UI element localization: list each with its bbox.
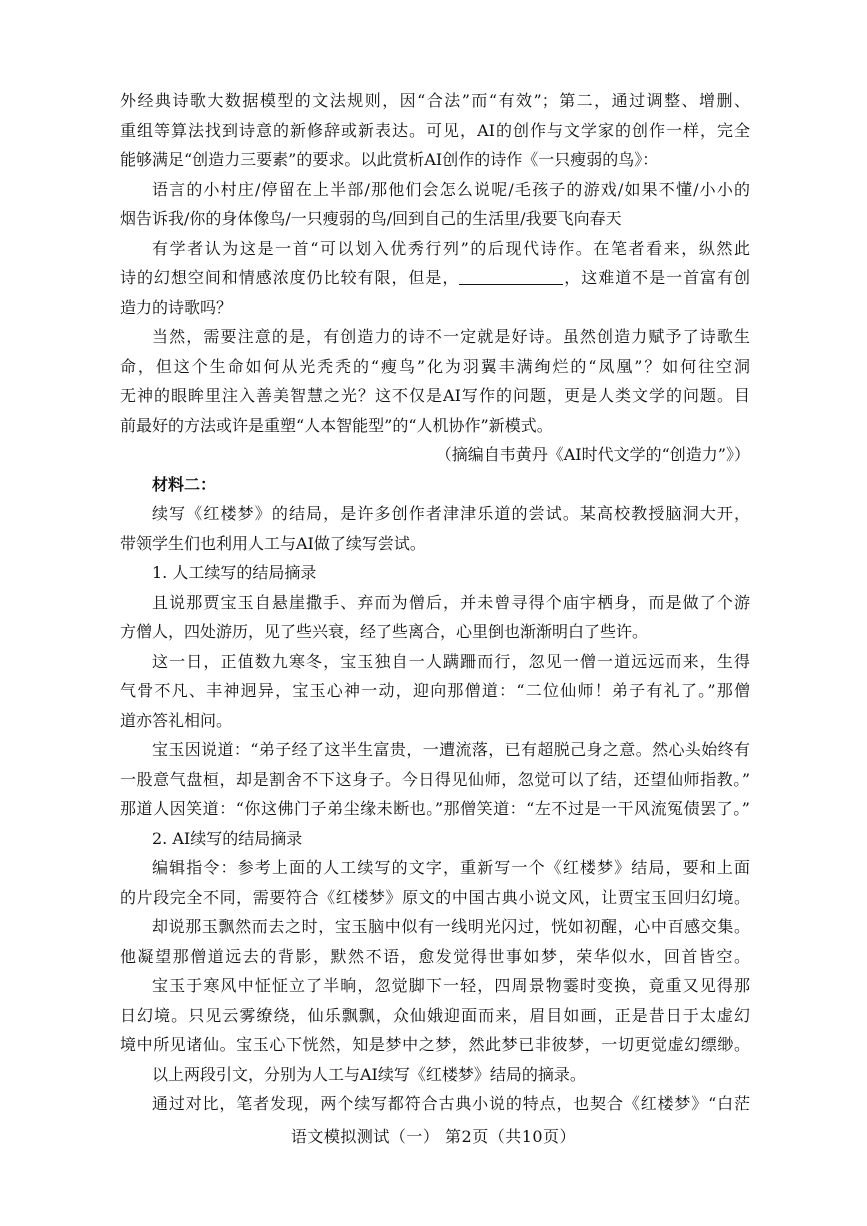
text-line: 命，但这个生命如何从光秃秃的“瘦鸟”化为羽翼丰满绚烂的“凤凰”？如何往空洞: [120, 356, 750, 376]
text-line: 有学者认为这是一首“可以划入优秀行列”的后现代诗作。在笔者看来，纵然此: [152, 238, 750, 258]
text-line: 宝玉因说道：“弟子经了这半生富贵，一遭流落，已有超脱己身之意。然心头始终有: [152, 740, 750, 759]
text-line: 那道人因笑道：“你这佛门子弟尘缘未断也。”那僧笑道：“左不过是一干风流冤债罢了。”: [120, 799, 750, 818]
page-footer: 语文模拟测试（一） 第2页（共10页）: [290, 1127, 577, 1146]
subsection-heading: 1. 人工续写的结局摘录: [152, 563, 317, 582]
text-line: 方僧人，四处游历，见了些兴衰，经了些离合，心里倒也渐渐明白了些许。: [120, 622, 649, 641]
text-line: 日幻境。只见云雾缭绕，仙乐飘飘，众仙娥迎面而来，眉目如画，正是昔日于太虚幻: [120, 1005, 750, 1025]
text-line: 且说那贾宝玉自悬崖撒手、弃而为僧后，并未曾寻得个庙宇栖身，而是做了个游: [152, 592, 750, 612]
text-fragment: ，这难道不是一首富有创: [563, 268, 750, 287]
text-line: 通过对比，笔者发现，两个续写都符合古典小说的特点，也契合《红楼梦》“白茫: [152, 1094, 750, 1113]
text-line: 续写《红楼梦》的结局，是许多创作者津津乐道的尝试。某高校教授脑洞大开，: [152, 504, 750, 523]
text-line: 他凝望那僧道远去的背影，默然不语，愈发觉得世事如梦，荣华似水，回首皆空。: [120, 946, 750, 966]
text-line: 气骨不凡、丰神迥异，宝玉心神一动，迎向那僧道：“二位仙师！弟子有礼了。”那僧: [120, 681, 750, 700]
text-line: 前最好的方法或许是重塑“人本智能型”的“人机协作”新模式。: [120, 415, 553, 435]
text-line: 这一日，正值数九寒冬，宝玉独自一人蹒跚而行，忽见一僧一道远远而来，生得: [152, 651, 750, 671]
text-line: 宝玉于寒风中怔怔立了半晌，忽觉脚下一轻，四周景物霎时变换，竟重又见得那: [152, 976, 750, 995]
text-line: 能够满足“创造力三要素”的要求。以此赏析AI创作的诗作《一只瘦弱的鸟》：: [120, 150, 659, 169]
text-line: 当然，需要注意的是，有创造力的诗不一定就是好诗。虽然创造力赋予了诗歌生: [152, 327, 750, 346]
fill-in-blank: [459, 269, 563, 285]
poem-line: 烟告诉我/你的身体像鸟/一只瘦弱的鸟/回到自己的生活里/我要飞向春天: [120, 209, 622, 228]
text-line: 以上两段引文，分别为人工与AI续写《红楼梦》结局的摘录。: [152, 1064, 586, 1084]
poem-line: 语言的小村庄/停留在上半部/那他们会怎么说呢/毛孩子的游戏/如果不懂/小小的: [152, 179, 750, 199]
text-line: 外经典诗歌大数据模型的文法规则，因“合法”而“有效”；第二，通过调整、增删、: [120, 91, 750, 110]
text-line: 的片段完全不同，需要符合《红楼梦》原文的中国古典小说文风，让贾宝玉回归幻境。: [120, 887, 750, 907]
text-line: 编辑指令：参考上面的人工续写的文字，重新写一个《红楼梦》结局，要和上面: [152, 858, 750, 877]
subsection-heading: 2. AI续写的结局摘录: [152, 828, 303, 848]
text-line-with-blank: [120, 263, 750, 293]
source-citation: （摘编自韦黄丹《AI时代文学的“创造力”》）: [435, 445, 750, 464]
text-fragment: 诗的幻想空间和情感浓度仍比较有限，但是，: [120, 268, 460, 287]
text-line: 重组等算法找到诗意的新修辞或新表达。可见，AI的创作与文学家的创作一样，完全: [120, 120, 750, 140]
text-line: 无神的眼眸里注入善美智慧之光？这不仅是AI写作的问题，更是人类文学的问题。目: [120, 386, 750, 405]
text-line: 道亦答礼相问。: [120, 710, 233, 730]
document-body: [120, 86, 750, 1119]
section-title: 材料二：: [152, 474, 217, 494]
text-line: 一股意气盘桓，却是割舍不下这身子。今日得见仙师，忽觉可以了结，还望仙师指教。”: [120, 769, 750, 789]
text-line: 造力的诗歌吗？: [120, 297, 233, 317]
text-line: 带领学生们也利用人工与AI做了续写尝试。: [120, 533, 426, 553]
text-line: 却说那玉飘然而去之时，宝玉脑中似有一线明光闪过，恍如初醒，心中百感交集。: [152, 917, 750, 936]
text-line: 境中所见诸仙。宝玉心下恍然，知是梦中之梦，然此梦已非彼梦，一切更觉虚幻缥缈。: [120, 1035, 750, 1054]
